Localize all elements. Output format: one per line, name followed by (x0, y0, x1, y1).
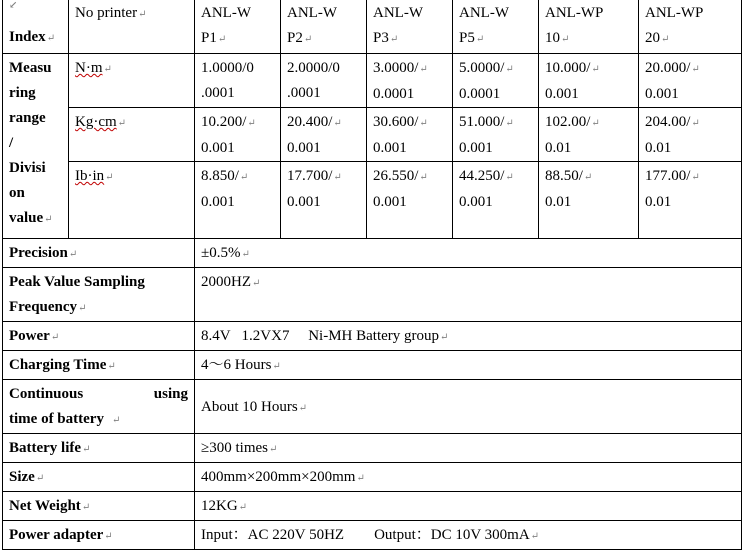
return-arrow-icon: ↵ (68, 249, 78, 260)
return-arrow-icon: ↵ (505, 172, 514, 183)
return-arrow-icon: ↵ (238, 502, 248, 513)
return-arrow-icon: ↵ (691, 118, 700, 129)
range-value: 17.700/ (287, 168, 333, 184)
spec-value: 8.4V 1.2VX7 Ni-MH Battery group (201, 328, 440, 344)
range-value: 26.550/ (373, 168, 419, 184)
spec-label: time of battery (9, 411, 104, 427)
return-arrow-icon: ↵ (44, 214, 53, 225)
return-arrow-icon: ↵ (389, 34, 399, 45)
spec-label-cell (3, 322, 195, 351)
model-name: ANL-W (201, 5, 251, 21)
return-arrow-icon: ↵ (81, 502, 91, 513)
division-value: 0.0001 (373, 86, 415, 102)
range-value: 20.000/ (645, 60, 691, 76)
range-value-cell (453, 54, 539, 108)
spec-label-cell (3, 351, 195, 380)
return-arrow-icon: ↵ (217, 34, 227, 45)
spec-label-cell (3, 463, 195, 492)
net-weight-row (3, 492, 742, 521)
model-name: ANL-W (373, 5, 423, 21)
model-suffix: P2 (287, 30, 303, 46)
return-arrow-icon: ↵ (303, 34, 313, 45)
index-header-cell (3, 0, 69, 54)
division-value: 0.01 (545, 194, 572, 210)
model-suffix: P3 (373, 30, 389, 46)
unit-cell (69, 108, 195, 162)
spec-value-cell (195, 239, 742, 268)
spec-value: 400mm×200mm×200mm (201, 469, 356, 485)
return-arrow-icon: ↵ (440, 332, 449, 343)
continuous-use-row (3, 380, 742, 434)
range-value: 88.50/ (545, 168, 583, 184)
range-value-cell (195, 108, 281, 162)
spec-value-cell (195, 521, 742, 550)
spec-label-cell (3, 268, 195, 322)
spec-label-cell (3, 492, 195, 521)
model-header-cell (453, 0, 539, 54)
division-value: 0.001 (201, 140, 235, 156)
range-value: 3.0000/ (373, 60, 419, 76)
spec-label: Precision (9, 245, 68, 261)
return-arrow-icon: ↵ (356, 473, 365, 484)
spec-value-cell (195, 380, 742, 434)
return-arrow-icon: ↵ (561, 34, 570, 45)
spec-table (2, 0, 742, 550)
model-name: ANL-WP (545, 5, 604, 21)
return-arrow-icon: ↵ (111, 415, 121, 426)
spec-label-cell (3, 239, 195, 268)
range-value: 2.0000/0 (287, 60, 340, 76)
spec-value-cell (195, 351, 742, 380)
range-value-cell (281, 162, 367, 239)
range-row-nm (3, 54, 742, 108)
return-arrow-icon: ↵ (505, 118, 514, 129)
division-value: .0001 (287, 85, 321, 101)
range-value-cell (453, 108, 539, 162)
return-arrow-icon: ↵ (583, 172, 593, 183)
return-arrow-icon: ↵ (46, 33, 56, 44)
return-arrow-icon: ↵ (691, 172, 700, 183)
division-value: 0.001 (287, 194, 321, 210)
return-arrow-icon: ↵ (82, 444, 91, 455)
return-arrow-icon: ↵ (333, 118, 342, 129)
unit-label: Ib·in (75, 168, 105, 184)
range-value: 44.250/ (459, 168, 505, 184)
spec-value-cell (195, 463, 742, 492)
return-arrow-icon: ↵ (505, 64, 514, 75)
division-value: 0.001 (459, 140, 493, 156)
range-label-line: value (9, 210, 44, 226)
peak-sampling-row (3, 268, 742, 322)
range-value: 1.0000/0 (201, 60, 254, 76)
unit-cell (69, 162, 195, 239)
spec-value: About 10 Hours (201, 398, 298, 415)
range-value-cell (195, 162, 281, 239)
return-arrow-icon: ↵ (419, 172, 428, 183)
adapter-input-value: AC 220V 50HZ (247, 527, 345, 543)
model-suffix: P5 (459, 30, 475, 46)
range-value-cell (367, 108, 453, 162)
division-value: 0.001 (373, 140, 407, 156)
model-header-cell (539, 0, 639, 54)
model-header-cell (281, 0, 367, 54)
charging-time-row (3, 351, 742, 380)
range-label-line: on (9, 185, 25, 201)
division-value: 0.001 (201, 194, 235, 210)
range-label-line: ring (9, 85, 36, 101)
spec-label: Net Weight (9, 498, 81, 514)
return-arrow-icon: ↵ (104, 531, 113, 542)
unit-label: Kg·cm (75, 114, 117, 130)
range-value-cell (367, 162, 453, 239)
range-value-cell (367, 54, 453, 108)
spec-label: Frequency (9, 299, 78, 315)
return-arrow-icon: ↵ (35, 473, 45, 484)
spec-value-cell (195, 492, 742, 521)
battery-life-row (3, 434, 742, 463)
range-value: 10.000/ (545, 60, 591, 76)
division-value: 0.01 (645, 194, 672, 210)
spec-label-cell (3, 521, 195, 550)
spec-value-cell (195, 434, 742, 463)
return-arrow-icon: ↵ (475, 34, 485, 45)
range-value-cell (539, 54, 639, 108)
return-arrow-icon: ↵ (419, 118, 428, 129)
adapter-output-value: DC 10V 300mA (430, 527, 530, 543)
spec-value: ±0.5% (201, 245, 241, 261)
return-arrow-icon: ↵ (252, 278, 261, 289)
division-value: 0.01 (545, 140, 572, 156)
power-adapter-row (3, 521, 742, 550)
range-value: 5.0000/ (459, 60, 505, 76)
spec-label: Peak Value Sampling (9, 274, 145, 290)
no-printer-header-cell (69, 0, 195, 54)
range-row-kgcm (3, 108, 742, 162)
spec-value: 12KG (201, 498, 238, 514)
division-value: 0.001 (287, 140, 321, 156)
model-suffix: P1 (201, 30, 217, 46)
spec-label: Charging Time (9, 357, 107, 373)
model-suffix: 10 (545, 30, 560, 46)
spec-label: using (153, 386, 188, 402)
range-value: 8.850/ (201, 168, 239, 184)
return-arrow-icon: ↵ (78, 303, 87, 314)
range-value-cell (281, 54, 367, 108)
model-suffix: 20 (645, 30, 660, 46)
return-arrow-icon: ↵ (138, 9, 147, 20)
range-value: 10.200/ (201, 114, 247, 130)
power-row (3, 322, 742, 351)
unit-cell (69, 54, 195, 108)
range-value: 20.400/ (287, 114, 333, 130)
spec-label-cell (3, 434, 195, 463)
division-value: 0.001 (645, 86, 679, 102)
return-arrow-icon: ↵ (107, 361, 116, 372)
division-value: 0.001 (545, 86, 579, 102)
spec-label: Size (9, 469, 35, 485)
return-arrow-icon: ↵ (247, 118, 256, 129)
model-name: ANL-W (459, 5, 509, 21)
range-value: 102.00/ (545, 114, 591, 130)
return-arrow-icon: ↵ (298, 402, 308, 414)
index-label: Index (9, 29, 46, 45)
spec-value: ≥300 times (201, 440, 268, 456)
return-arrow-icon: ↵ (105, 172, 114, 183)
return-arrow-icon: ↵ (50, 332, 60, 343)
division-value: 0.001 (459, 194, 493, 210)
return-arrow-icon: ↵ (419, 64, 428, 75)
range-value: 204.00/ (645, 114, 691, 130)
header-row (3, 0, 742, 54)
size-row (3, 463, 742, 492)
return-arrow-icon: ↵ (691, 64, 700, 75)
model-header-cell (367, 0, 453, 54)
range-value-cell (539, 108, 639, 162)
range-value-cell (639, 54, 742, 108)
range-value: 177.00/ (645, 168, 691, 184)
return-arrow-icon: ↵ (103, 64, 112, 75)
range-value-cell (539, 162, 639, 239)
range-label-line: range (9, 110, 46, 126)
corner-arrow-icon: ↙ (9, 0, 18, 11)
no-printer-label: No printer (75, 5, 138, 21)
return-arrow-icon: ↵ (333, 172, 342, 183)
division-value: 0.01 (645, 140, 672, 156)
return-arrow-icon: ↵ (661, 34, 670, 45)
range-value-cell (639, 162, 742, 239)
spec-label-cell (3, 380, 195, 434)
spec-label: Power (9, 328, 50, 344)
model-header-cell (639, 0, 742, 54)
return-arrow-icon: ↵ (272, 361, 281, 372)
range-label-cell (3, 54, 69, 239)
range-label-line: / (9, 135, 14, 151)
spec-label: Battery life (9, 440, 82, 456)
division-value: 0.0001 (459, 86, 501, 102)
spec-value: 2000HZ (201, 274, 251, 290)
return-arrow-icon: ↵ (268, 444, 278, 455)
spec-value: 4～6 Hours (201, 357, 272, 373)
range-value: 51.000/ (459, 114, 505, 130)
return-arrow-icon: ↵ (241, 249, 250, 260)
spec-value-cell (195, 322, 742, 351)
adapter-output-label: Output： (374, 527, 431, 543)
model-header-cell (195, 0, 281, 54)
range-label-line: Divisi (9, 160, 46, 176)
return-arrow-icon: ↵ (239, 172, 249, 183)
division-value: 0.001 (373, 194, 407, 210)
range-value-cell (453, 162, 539, 239)
adapter-input-label: Input： (201, 527, 248, 543)
model-name: ANL-WP (645, 5, 704, 21)
division-value: .0001 (201, 85, 235, 101)
range-value-cell (281, 108, 367, 162)
range-value-cell (639, 108, 742, 162)
unit-label: N·m (75, 60, 103, 76)
range-row-ibin (3, 162, 742, 239)
range-value-cell (195, 54, 281, 108)
return-arrow-icon: ↵ (591, 64, 600, 75)
precision-row (3, 239, 742, 268)
spec-value-cell (195, 268, 742, 322)
range-value: 30.600/ (373, 114, 419, 130)
return-arrow-icon: ↵ (117, 118, 127, 129)
return-arrow-icon: ↵ (530, 531, 540, 542)
model-name: ANL-W (287, 5, 337, 21)
spec-label: Power adapter (9, 527, 104, 543)
range-label-line: Measu (9, 60, 52, 76)
return-arrow-icon: ↵ (591, 118, 600, 129)
spec-label: Continuous (9, 386, 84, 402)
